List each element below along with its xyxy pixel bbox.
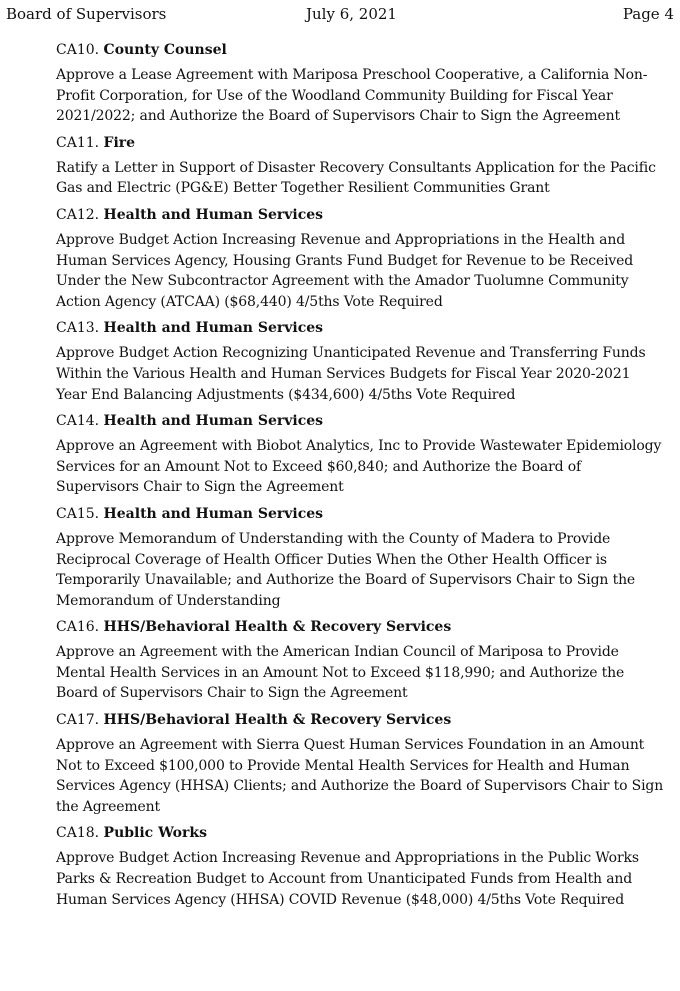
- item-number: CA11.: [56, 134, 100, 151]
- item-description: Approve Budget Action Recognizing Unanticipated Revenue and Transferring Funds Within the Various Health and Human Services Budgets for Fiscal Year 2020-2021 Year End Balancing Adjustments ($434,600) 4/5ths Vote Required: [56, 345, 646, 403]
- item-heading: [56, 40, 664, 60]
- item-heading: [56, 318, 664, 338]
- header-date: July 6, 2021: [306, 5, 397, 23]
- item-heading: [56, 710, 664, 730]
- item-heading: [56, 617, 664, 637]
- agenda-item-ca15: [56, 504, 664, 611]
- item-department: HHS/Behavioral Health & Recovery Services: [103, 712, 452, 729]
- header-board-name: Board of Supervisors: [6, 5, 167, 23]
- item-heading: [56, 504, 664, 524]
- item-number: CA13.: [56, 320, 100, 337]
- item-description: Approve Memorandum of Understanding with the County of Madera to Provide Reciprocal Coverage of Health Officer Duties When the Other Health Officer is Temporarily Unavailable; and Authorize the Board of Supervisors Chair to Sign the Memorandum of Understanding: [56, 530, 636, 609]
- agenda-items: [56, 40, 664, 916]
- item-number: CA17.: [56, 712, 100, 729]
- item-description: Ratify a Letter in Support of Disaster Recovery Consultants Application for the Pacific Gas and Electric (PG&E) Better Together Resilient Communities Grant: [56, 159, 656, 197]
- agenda-item-ca18: [56, 823, 664, 910]
- item-number: CA14.: [56, 413, 100, 430]
- agenda-item-ca17: [56, 710, 664, 817]
- item-heading: [56, 133, 664, 153]
- item-description: Approve an Agreement with the American Indian Council of Mariposa to Provide Mental Health Services in an Amount Not to Exceed $118,990; and Authorize the Board of Supervisors Chair to Sign the Agreement: [56, 644, 625, 702]
- item-description: Approve Budget Action Increasing Revenue and Appropriations in the Public Works Parks & Recreation Budget to Account from Unanticipated Funds from Health and Human Services Agency (HHSA) COVID Revenue ($48,000) 4/5ths Vote Required: [56, 850, 639, 908]
- item-department: Health and Human Services: [103, 206, 324, 223]
- item-description: Approve a Lease Agreement with Mariposa Preschool Cooperative, a California Non-Profit Corporation, for Use of the Woodland Community Building for Fiscal Year 2021/2022; and Authorize the Board of Supervisors Chair to Sign the Agreement: [56, 67, 648, 125]
- item-heading: [56, 411, 664, 431]
- item-department: County Counsel: [103, 42, 227, 58]
- agenda-item-ca10: [56, 40, 664, 127]
- header-page-number: Page 4: [622, 5, 674, 23]
- item-number: CA10.: [56, 42, 100, 58]
- agenda-item-ca14: [56, 411, 664, 498]
- agenda-item-ca16: [56, 617, 664, 704]
- item-heading: [56, 205, 664, 225]
- item-department: Health and Human Services: [103, 320, 324, 337]
- item-number: CA16.: [56, 619, 100, 636]
- item-department: Fire: [103, 134, 136, 151]
- item-heading: [56, 823, 664, 843]
- item-department: Health and Human Services: [103, 505, 324, 522]
- item-number: CA18.: [56, 825, 100, 842]
- item-number: CA15.: [56, 505, 100, 522]
- item-department: Public Works: [103, 825, 207, 842]
- item-department: HHS/Behavioral Health & Recovery Services: [103, 619, 452, 636]
- agenda-item-ca11: [56, 133, 664, 199]
- item-description: Approve an Agreement with Biobot Analytics, Inc to Provide Wastewater Epidemiology Services for an Amount Not to Exceed $60,840; and Authorize the Board of Supervisors Chair to Sign the Agreement: [56, 438, 662, 496]
- item-description: Approve an Agreement with Sierra Quest Human Services Foundation in an Amount Not to Exceed $100,000 to Provide Mental Health Services for Health and Human Services Agency (HHSA) Clients; and Authorize the Board of Supervisors Chair to Sign the Agreement: [56, 737, 664, 815]
- item-number: CA12.: [56, 206, 100, 223]
- page-header: [6, 4, 674, 26]
- item-description: Approve Budget Action Increasing Revenue and Appropriations in the Health and Human Services Agency, Housing Grants Fund Budget for Revenue to be Received Under the New Subcontractor Agreement with the Amador Tuolumne Community Action Agency (ATCAA) ($68,440) 4/5ths Vote Required: [56, 231, 634, 310]
- item-department: Health and Human Services: [103, 413, 324, 430]
- agenda-item-ca12: [56, 205, 664, 312]
- agenda-item-ca13: [56, 318, 664, 405]
